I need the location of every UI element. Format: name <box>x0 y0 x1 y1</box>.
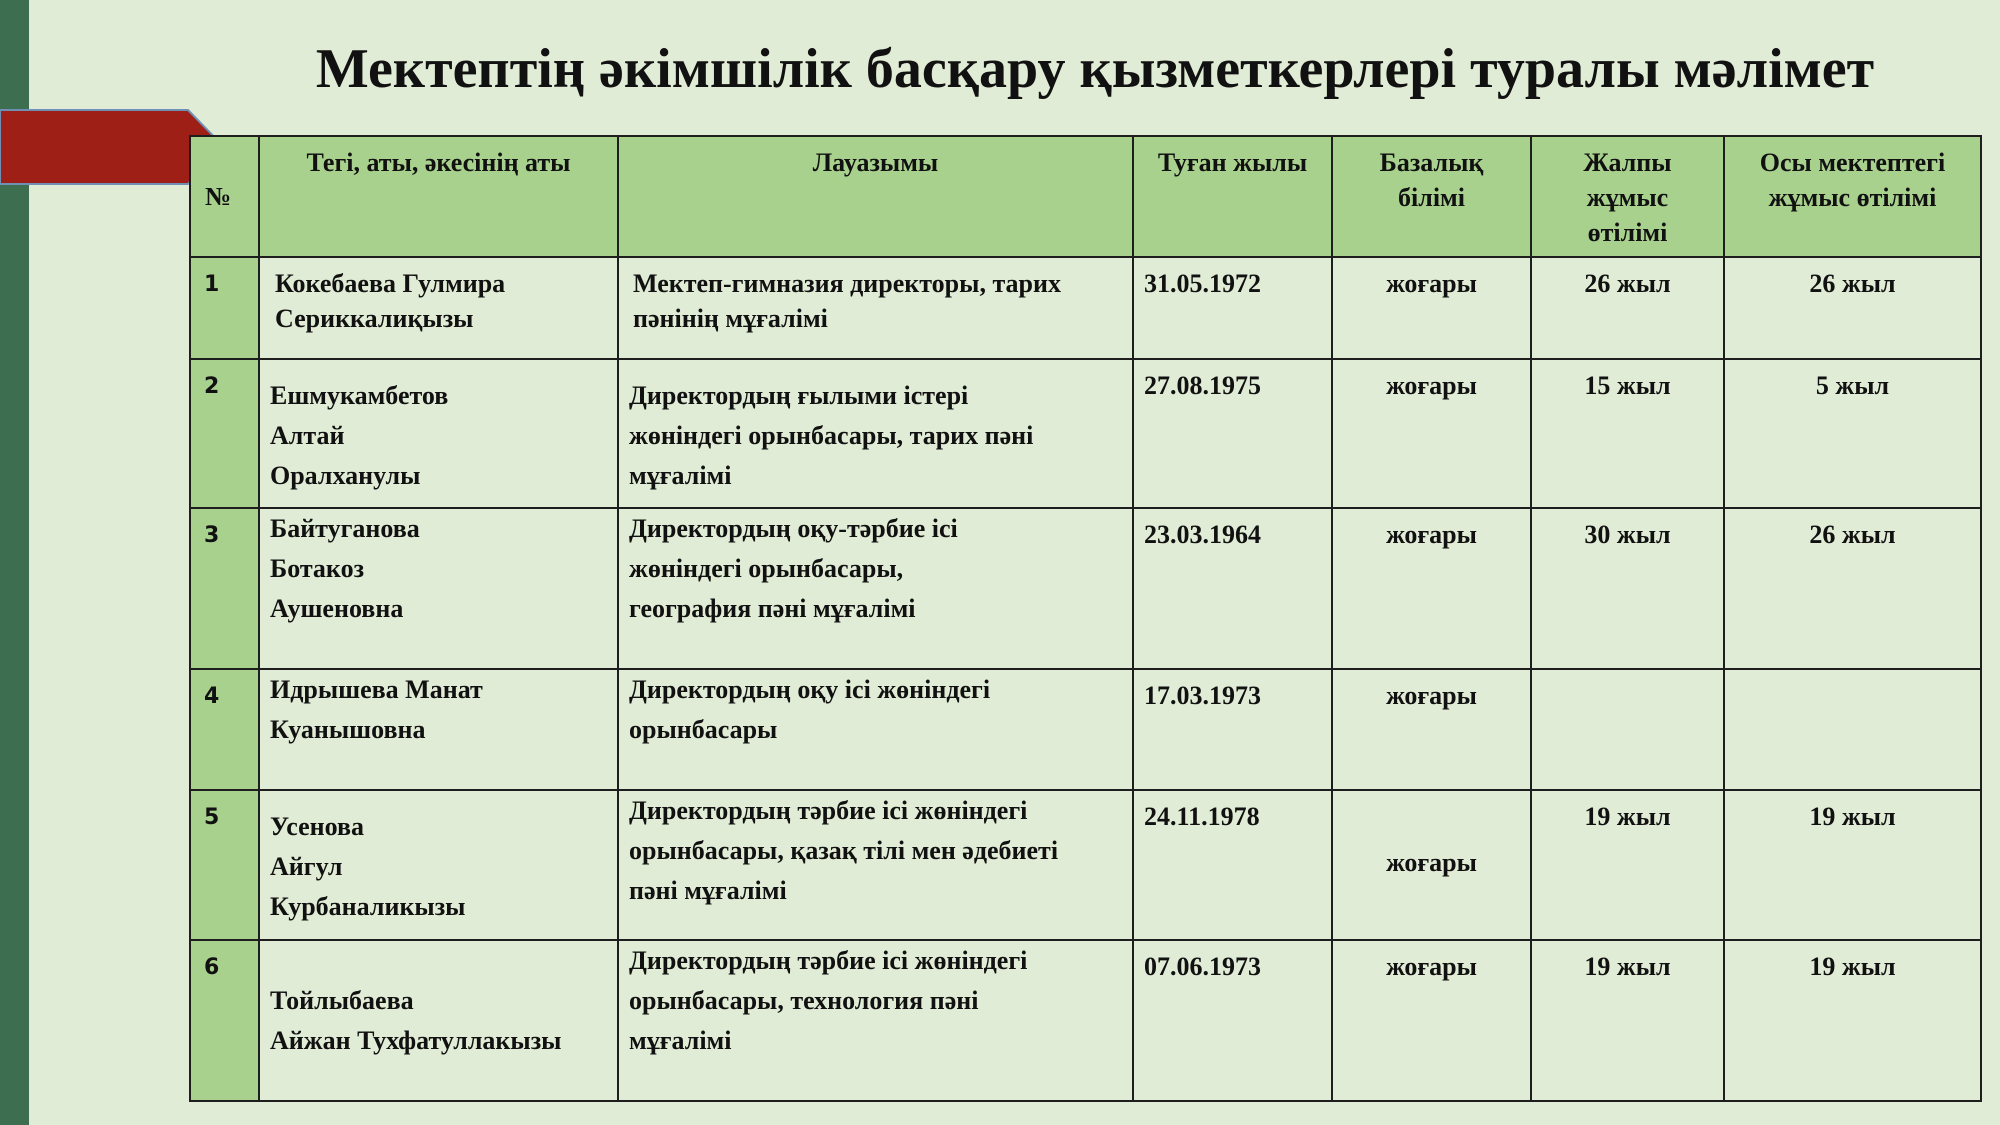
row-school-exp: 26 жыл <box>1724 257 1981 359</box>
table-header-row <box>190 136 1981 257</box>
header-name: Тегі, аты, әкесінің аты <box>259 136 618 257</box>
name-line: Кокебаева Гулмира <box>275 269 506 298</box>
row-name <box>259 669 618 790</box>
position-line: Директордың тәрбие ісі жөніндегі <box>629 946 1028 975</box>
row-num: 5 <box>190 790 259 940</box>
row-total-exp: 15 жыл <box>1531 359 1724 508</box>
row-birth: 17.03.1973 <box>1133 669 1332 790</box>
position-line: жөніндегі орынбасары, <box>629 554 904 583</box>
row-name <box>259 940 618 1101</box>
row-total-exp: 30 жыл <box>1531 508 1724 669</box>
name-line: Тойлыбаева <box>270 986 414 1015</box>
row-education: жоғары <box>1332 669 1531 790</box>
name-line: Айгул <box>270 852 343 881</box>
position-line: жөніндегі орынбасары, тарих пәні <box>629 421 1034 450</box>
row-position <box>618 940 1133 1101</box>
row-num: 4 <box>190 669 259 790</box>
table-row <box>190 257 1981 359</box>
position-line: Директордың оқу-тәрбие ісі <box>629 514 958 543</box>
row-total-exp: 19 жыл <box>1531 940 1724 1101</box>
header-total-exp: Жалпы жұмыс өтілімі <box>1531 136 1724 257</box>
row-total-exp <box>1531 669 1724 790</box>
header-birth: Туған жылы <box>1133 136 1332 257</box>
row-education: жоғары <box>1332 508 1531 669</box>
row-school-exp: 5 жыл <box>1724 359 1981 508</box>
row-name <box>259 508 618 669</box>
header-school-exp: Осы мектептегі жұмыс өтілімі <box>1724 136 1981 257</box>
name-line: Усенова <box>270 812 365 841</box>
header-position: Лауазымы <box>618 136 1133 257</box>
page-title: Мектептің әкімшілік басқару қызметкерлері туралы мәлімет <box>315 38 1875 100</box>
row-position <box>618 257 1133 359</box>
position-line: пәні мұғалімі <box>629 876 787 905</box>
name-line: Айжан Тухфатуллакызы <box>270 1026 562 1055</box>
name-line: Ботакоз <box>270 554 365 583</box>
header-education: Базалық білімі <box>1332 136 1531 257</box>
name-line: Ешмукамбетов <box>270 381 449 410</box>
row-school-exp: 19 жыл <box>1724 940 1981 1101</box>
position-line: Мектеп-гимназия директоры, тарих <box>633 269 1061 298</box>
position-line: орынбасары, қазақ тілі мен әдебиеті <box>629 836 1059 865</box>
name-line: Алтай <box>270 421 345 450</box>
row-education: жоғары <box>1332 257 1531 359</box>
row-position <box>618 790 1133 940</box>
table-row <box>190 790 1981 940</box>
name-line: Байтуганова <box>270 514 420 543</box>
table-row <box>190 359 1981 508</box>
name-line: Оралханулы <box>270 461 421 490</box>
name-line: Сериккалиқызы <box>275 304 474 333</box>
row-birth: 23.03.1964 <box>1133 508 1332 669</box>
row-num: 2 <box>190 359 259 508</box>
row-num: 1 <box>190 257 259 359</box>
position-line: Директордың тәрбие ісі жөніндегі <box>629 796 1028 825</box>
position-line: Директордың ғылыми істері <box>629 381 969 410</box>
row-position <box>618 669 1133 790</box>
header-num: № <box>190 136 259 257</box>
row-num: 6 <box>190 940 259 1101</box>
row-education: жоғары <box>1332 790 1531 940</box>
row-total-exp: 26 жыл <box>1531 257 1724 359</box>
row-school-exp <box>1724 669 1981 790</box>
row-name <box>259 359 618 508</box>
name-line: Идрышева Манат <box>270 675 483 704</box>
position-line: орынбасары, технология пәні <box>629 986 979 1015</box>
table-row <box>190 669 1981 790</box>
row-birth: 31.05.1972 <box>1133 257 1332 359</box>
row-education: жоғары <box>1332 359 1531 508</box>
row-total-exp: 19 жыл <box>1531 790 1724 940</box>
name-line: Курбаналикызы <box>270 892 466 921</box>
position-line: мұғалімі <box>629 1026 732 1055</box>
row-school-exp: 19 жыл <box>1724 790 1981 940</box>
table-row <box>190 940 1981 1101</box>
position-line: пәнінің мұғалімі <box>633 304 828 333</box>
row-education: жоғары <box>1332 940 1531 1101</box>
position-line: Директордың оқу ісі жөніндегі <box>629 675 991 704</box>
position-line: география пәні мұғалімі <box>629 594 916 623</box>
staff-table <box>189 135 1982 1102</box>
row-birth: 24.11.1978 <box>1133 790 1332 940</box>
name-line: Куанышовна <box>270 715 426 744</box>
name-line: Аушеновна <box>270 594 404 623</box>
row-num: 3 <box>190 508 259 669</box>
row-birth: 27.08.1975 <box>1133 359 1332 508</box>
table-row <box>190 508 1981 669</box>
row-name <box>259 257 618 359</box>
row-birth: 07.06.1973 <box>1133 940 1332 1101</box>
position-line: орынбасары <box>629 715 778 744</box>
row-school-exp: 26 жыл <box>1724 508 1981 669</box>
row-name <box>259 790 618 940</box>
position-line: мұғалімі <box>629 461 732 490</box>
row-position <box>618 508 1133 669</box>
row-position <box>618 359 1133 508</box>
